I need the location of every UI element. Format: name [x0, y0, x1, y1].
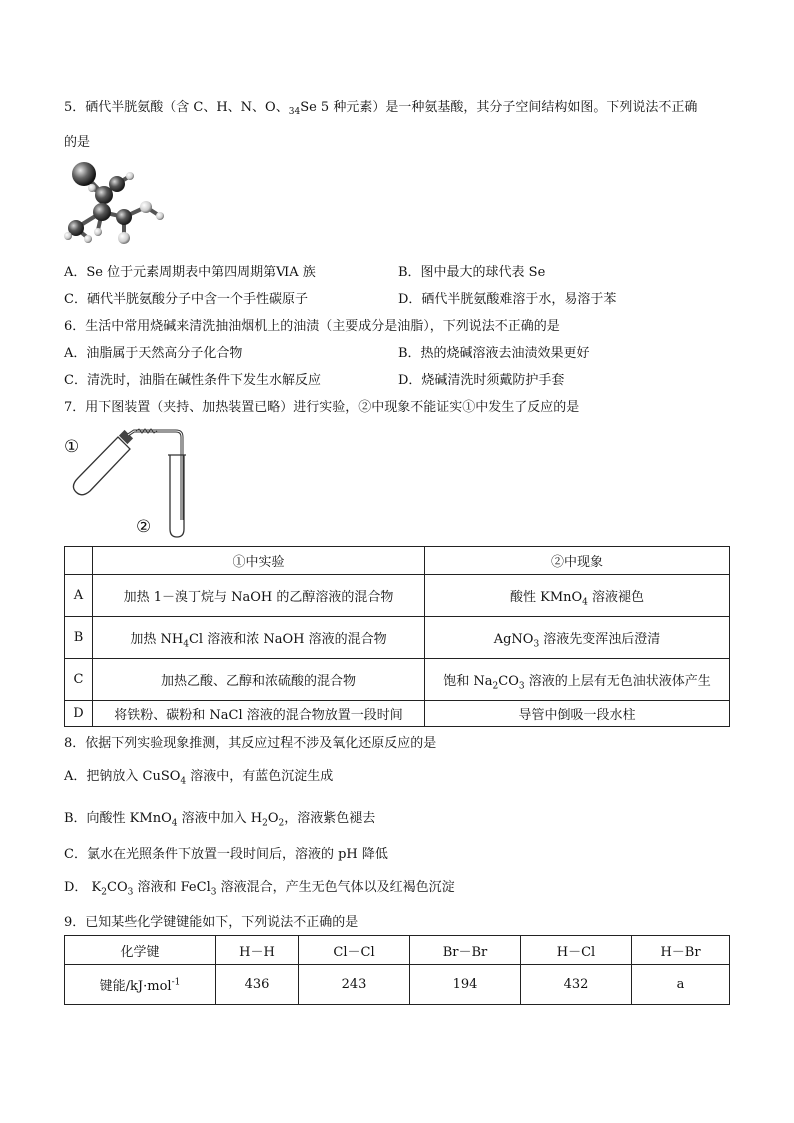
text-part: ，溶液紫色褪去 [284, 811, 376, 826]
q5-stem-line1 [64, 99, 697, 121]
row-phenomenon [425, 659, 730, 701]
q6-option-b: B．热的烧碱溶液去油渍效果更好 [398, 346, 590, 361]
q8-option-d [64, 879, 455, 897]
q5-option-a: A．Se 位于元素周期表中第四周期第ⅥA 族 [64, 265, 316, 280]
q7-table [64, 546, 730, 727]
q5-stem-part: 5．硒代半胱氨酸（含 C、H、N、O、 [64, 100, 289, 115]
apparatus-label-1: ① [64, 437, 80, 457]
text-part: CO [107, 880, 128, 895]
q5-option-c: C．硒代半胱氨酸分子中含一个手性碳原子 [64, 292, 308, 307]
text-part: 溶液和 FeCl [133, 880, 211, 895]
bond-energy: 436 [216, 965, 299, 1005]
subscript: 4 [183, 639, 189, 650]
text-part: 溶液的上层有无色油状液体产生 [524, 674, 711, 689]
text-part: 键能/kJ·mol [99, 979, 172, 994]
row-key: C [65, 659, 93, 701]
q6-option-c: C．清洗时，油脂在碱性条件下发生水解反应 [64, 373, 321, 388]
row-experiment: 将铁粉、碳粉和 NaCl 溶液的混合物放置一段时间 [93, 701, 425, 727]
bond-header-label: 化学键 [65, 936, 216, 965]
row-experiment: 加热 1－溴丁烷与 NaOH 的乙醇溶液的混合物 [93, 575, 425, 617]
row-experiment: 加热乙酸、乙醇和浓硫酸的混合物 [93, 659, 425, 701]
row-key: B [65, 617, 93, 659]
row-phenomenon [425, 575, 730, 617]
bond-energy-label [65, 965, 216, 1005]
text-part: 饱和 Na [443, 674, 493, 689]
subscript: 4 [582, 597, 588, 608]
text-part: 溶液混合，产生无色气体以及红褐色沉淀 [216, 880, 455, 895]
table-header-blank [65, 547, 93, 575]
subscript: 2 [492, 681, 499, 692]
q6-stem: 6．生活中常用烧碱来清洗抽油烟机上的油渍（主要成分是油脂），下列说法不正确的是 [64, 319, 560, 334]
subscript: 2 [278, 818, 285, 829]
q8-option-a [64, 768, 333, 786]
bond-name: Cl－Cl [299, 936, 410, 965]
apparatus-label-2: ② [136, 517, 152, 537]
q8-option-b [64, 810, 375, 828]
subscript: 3 [210, 887, 217, 898]
table-header-experiment: ①中实验 [93, 547, 425, 575]
subscript: 3 [533, 639, 540, 650]
text-part: Cl 溶液和浓 NaOH 溶液的混合物 [188, 632, 387, 647]
text-part: 溶液中加入 H [177, 811, 263, 826]
q5-stem-line2: 的是 [64, 135, 91, 150]
text-part: 溶液先变浑浊后澄清 [539, 632, 661, 647]
q8-stem: 8．依据下列实验现象推测，其反应过程不涉及氧化还原反应的是 [64, 736, 437, 751]
q5-option-d: D．硒代半胱氨酸难溶于水，易溶于苯 [398, 292, 617, 307]
text-part: CO [498, 674, 519, 689]
bond-name: H－Br [632, 936, 730, 965]
subscript: 4 [180, 776, 187, 787]
row-phenomenon: 导管中倒吸一段水柱 [425, 701, 730, 727]
bond-name: H－H [216, 936, 299, 965]
table-row [65, 659, 730, 701]
q6-option-d: D．烧碱清洗时须戴防护手套 [398, 373, 565, 388]
row-key: A [65, 575, 93, 617]
bond-name: H－Cl [521, 936, 632, 965]
q7-stem: 7．用下图装置（夹持、加热装置已略）进行实验，②中现象不能证实①中发生了反应的是 [64, 400, 580, 415]
q8-option-c: C．氯水在光照条件下放置一段时间后，溶液的 pH 降低 [64, 847, 388, 862]
subscript: 3 [518, 681, 525, 692]
row-phenomenon [425, 617, 730, 659]
molecule-figure [62, 160, 172, 255]
q5-stem-subscript: 34 [288, 107, 301, 117]
q6-option-a: A．油脂属于天然高分子化合物 [64, 346, 243, 361]
bond-energy-row [65, 965, 730, 1005]
bond-energy: a [632, 965, 730, 1005]
subscript: 2 [101, 887, 108, 898]
q9-table [64, 935, 730, 1005]
text-part: 加热 NH [130, 632, 184, 647]
text-part: O [267, 811, 279, 826]
table-row [65, 701, 730, 727]
text-part: A．把钠放入 CuSO [64, 769, 181, 784]
apparatus-figure [70, 425, 190, 540]
q5-option-b: B．图中最大的球代表 Se [398, 265, 546, 280]
bond-name: Br－Br [410, 936, 521, 965]
row-key: D [65, 701, 93, 727]
q5-stem-part: Se 5 种元素）是一种氨基酸，其分子空间结构如图。下列说法不正确 [300, 100, 698, 115]
bond-header-row [65, 936, 730, 965]
text-part: D． K [64, 880, 102, 895]
text-part: 酸性 KMnO [509, 590, 583, 605]
table-header-phenomenon: ②中现象 [425, 547, 730, 575]
text-part: 溶液中，有蓝色沉淀生成 [186, 769, 334, 784]
q9-stem: 9．已知某些化学键键能如下，下列说法不正确的是 [64, 915, 359, 930]
subscript: 4 [171, 818, 178, 829]
bond-energy: 194 [410, 965, 521, 1005]
row-experiment [93, 617, 425, 659]
table-row [65, 575, 730, 617]
text-part: 溶液褪色 [587, 590, 645, 605]
subscript: 2 [262, 818, 268, 829]
subscript: 3 [127, 887, 134, 898]
text-part: AgNO [493, 632, 534, 647]
table-header-row [65, 547, 730, 575]
table-row [65, 617, 730, 659]
text-part: B．向酸性 KMnO [64, 811, 172, 826]
superscript: -1 [171, 977, 181, 988]
bond-energy: 432 [521, 965, 632, 1005]
bond-energy: 243 [299, 965, 410, 1005]
